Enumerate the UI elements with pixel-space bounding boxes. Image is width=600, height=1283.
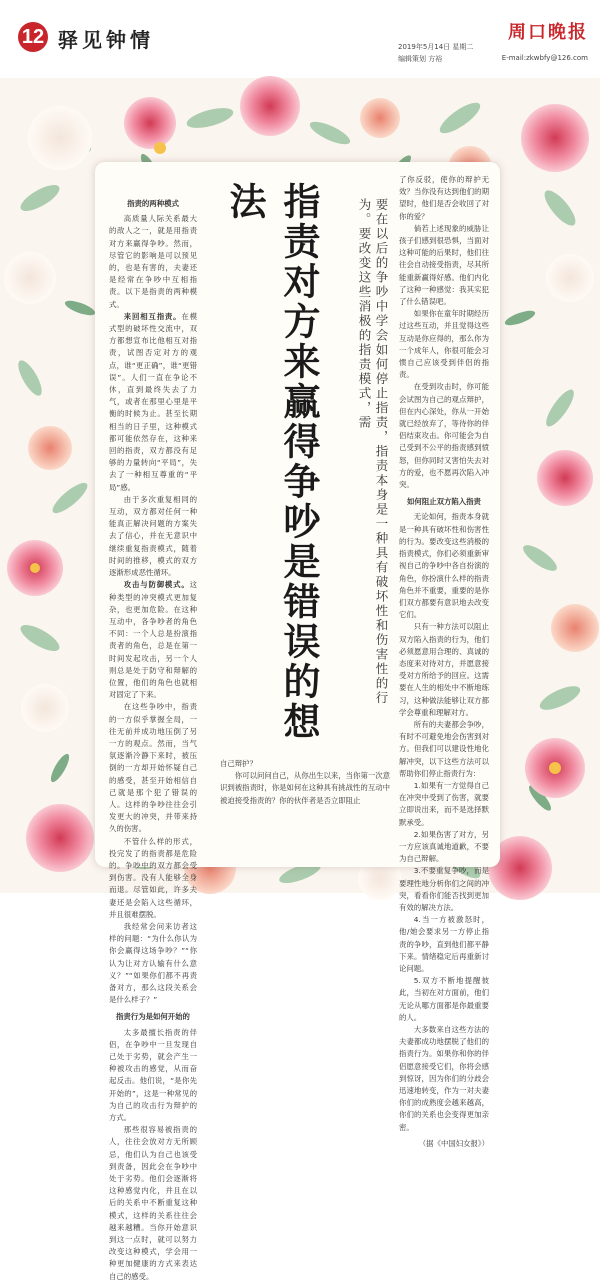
subheading: 指责行为是如何开始的 bbox=[116, 1012, 190, 1022]
page-number-badge: 12 bbox=[18, 22, 48, 52]
list-item: 3.不要重复争吵，而是要理性地分析你们之间的冲突，看看你们能否找到更加有效的解决方法。 bbox=[399, 866, 489, 912]
editor-credit: 编辑策划 方裕 bbox=[398, 55, 443, 63]
list-item: 5.双方不断地提醒彼此，当初在对方面前，他们无论从哪方面都是你最重要的人。 bbox=[399, 976, 489, 1022]
paragraph: 太多最擅长指责的伴侣，在争吵中一旦发现自己处于劣势，就会产生一种被攻击的感觉，从而奋起反击。他们说，“是你先开始的”，这是一种常见的为自己的攻击行为辩护的方式。 bbox=[109, 1027, 197, 1123]
paragraph-lead: 攻击与防御模式。 bbox=[123, 580, 190, 590]
paragraph: 所有的夫妻都会争吵，有时不可避免地会伤害到对方。但我们可以建设性地化解冲突，以下这些方法可以帮助你们停止指责行为： bbox=[399, 719, 489, 778]
article-deck: 要在以后的争吵中学会如何停止指责，指责本身是一种具有破坏性和伤害性的行为。要改变这些消极的指责模式，需 bbox=[357, 198, 389, 706]
paragraph: 倘若上述现象的威胁让孩子们感到很恐惧，当面对这种可能的后果时，他们往往会自动接受指责，尽其所能重新赢得好感。他们内化了这种一种感觉：我其实犯了什么错误吧。 bbox=[399, 223, 489, 307]
paragraph: 自己辩护？ bbox=[220, 759, 257, 768]
paragraph: 由于多次重复相同的互动，双方都对任何一种能真正解决问题的方案失去了信心，并在无意识中继续重复指责模式，随着时间的推移，模式的双方逐渐形成恶性循环。 bbox=[109, 494, 197, 578]
article-source: （据《中国妇女报》） bbox=[418, 1138, 489, 1148]
masthead bbox=[398, 18, 588, 68]
paragraph: 高质量人际关系最大的敌人之一，就是用指责对方来赢得争吵。然而，尽管它的影响是可以预见的，也是有害的，夫妻还是经常在争吵中互相指责。以下是指责的两种模式。 bbox=[109, 214, 197, 309]
paragraph: 来回相互指责。在模式型的破坏性交流中，双方都想宣布比他相互对指责，试图否定对方的观点，谁“更正确”，谁“更错误”。人们一直在争论不休，直到最终失去了力气，或者在那里心里是平衡的时候为止。甚至长期相当的日子里，这种模式都可能依然存在，这种来回的指责，双方都没有足够的力量转向“平局”，失去了一种相互尊重的“平局”感。 bbox=[109, 311, 197, 492]
paragraph: 在这些争吵中，指责的一方似乎掌握全局，一往无前并成功地压倒了另一方的观点。然而，当气氛逐渐冷静下来时，被压倒的一方却开始怀疑自己的感受，甚至开始相信自己就是那个犯了错误的人。这样的争吵往往会引发更大的冲突，并带来持久的伤害。 bbox=[109, 702, 197, 834]
article-card bbox=[95, 162, 500, 1281]
article-title: 指责对方来赢得争吵是错误的想法 bbox=[223, 182, 320, 742]
paragraph: 在受到攻击时，你可能会试图为自己的观点辩护，但在内心深处，你从一开始就已经放弃了，等待你的伴侣结束攻击。你可能会为自己受到不公平的指责感到愤怒，但你同时又害怕失去对方的爱，也不愿再次陷入冲突。 bbox=[399, 382, 489, 490]
article-column-middle bbox=[220, 758, 390, 807]
paper-logo: 周口晚报 bbox=[508, 22, 588, 43]
paragraph: 那些很容易被指责的人，往往会放对方无所顾忌，他们认为自己也该受到责备，因此会在争吵中处于劣势。他们会逐渐将这种感觉内化，并且在以后的关系中不断重复这种模式，这样的关系往往会越来越糟。当你开始意识到这一点时，就可以努力改变这种模式，学会用一种更加健康的方式来表达自己的感受。 bbox=[109, 1125, 197, 1281]
subheading: 指责的两种模式 bbox=[127, 199, 179, 208]
list-item: 1.如果有一方觉得自己在冲突中受到了伤害，就要立即说出来，而不是选择默默承受。 bbox=[399, 780, 489, 827]
paragraph: 我经常会问来访者这样的问题：“为什么你认为你会赢得这场争吵？”“你认为让对方认输有什么意义？”“如果你们都不再责备对方，那么这段关系会是什么样子？” bbox=[109, 921, 197, 1005]
paragraph: 如果你在童年时期经历过这些互动，并且觉得这些互动是你应得的，那么你为一个成年人，你很可能会习惯自己应该受到伴侣的指责。 bbox=[399, 309, 489, 380]
article-column-left bbox=[109, 198, 197, 1283]
article-column-right bbox=[399, 174, 489, 1150]
issue-date: 2019年5月14日 星期二 bbox=[398, 43, 474, 51]
paragraph: 不管什么样的形式，投完发了的指责都是危险的。争吵中的双方都会受到伤害。没有人能够全身而退。尽管如此，许多夫妻还是会陷入这些循环，并且很难摆脱。 bbox=[109, 836, 197, 919]
section-name: 驿见钟情 bbox=[58, 28, 154, 52]
paragraph: 你可以问问自己，从你出生以来，当你第一次意识到被指责时，你是如何在这种具有挑战性的互动中被迫接受指责的？你的伙伴者是否立即阻止 bbox=[220, 771, 391, 805]
paragraph: 无论如何，指责本身就是一种具有破坏性和伤害性的行为。要改变这些消极的指责模式，你们必须重新审视自己的争吵中各自扮演的角色，你扮演什么样的指责角色并不重要，重要的是你们双方都要有意识地去改变它们。 bbox=[399, 512, 489, 620]
paragraph: 大多数来自这些方法的夫妻都成功地摆脱了他们的指责行为。如果你和你的伴侣愿意接受它们，你将会感到惊讶，因为你们的分歧会迅速地转变，作为一对夫妻你们的成熟度会越来越高，你们的关系也会变得更加亲密。 bbox=[399, 1025, 489, 1132]
list-item: 4.当一方被激怒时，他/她会要求另一方停止指责的争吵，直到他们都平静下来。情绪稳定后再重新讨论问题。 bbox=[399, 915, 489, 973]
subheading: 如何阻止双方陷入指责 bbox=[407, 497, 481, 507]
list-item: 2.如果伤害了对方，另一方应该真诚地道歉，不要为自己辩解。 bbox=[399, 829, 489, 864]
paragraph: 只有一种方法可以阻止双方陷入指责的行为，他们必须愿意用合理的、真诚的态度来对待对方，并愿意接受对方所给予的回应。这需要在人生的相处中不断地练习，这种做法能够让双方都学会尊重和理解对方。 bbox=[399, 622, 489, 717]
page-header bbox=[0, 0, 600, 79]
paragraph: 攻击与防御模式。这种类型的冲突模式更加复杂，也更加危险。在这种互动中，各争吵者的角色不同：一个人总是扮演指责者的角色，总是在第一时间发起攻击，另一个人则总是处于防守和辩解的位置，他们的角色也就相对固定了下来。 bbox=[109, 580, 197, 700]
editor-email: E-mail:zkwbfy@126.com bbox=[501, 54, 588, 62]
paragraph: 了你反驳，使你的辩护无效？当你没有达到他们的期望时，他们是否会收回了对你的爱？ bbox=[399, 175, 489, 221]
paragraph-lead: 来回相互指责。 bbox=[123, 311, 182, 321]
